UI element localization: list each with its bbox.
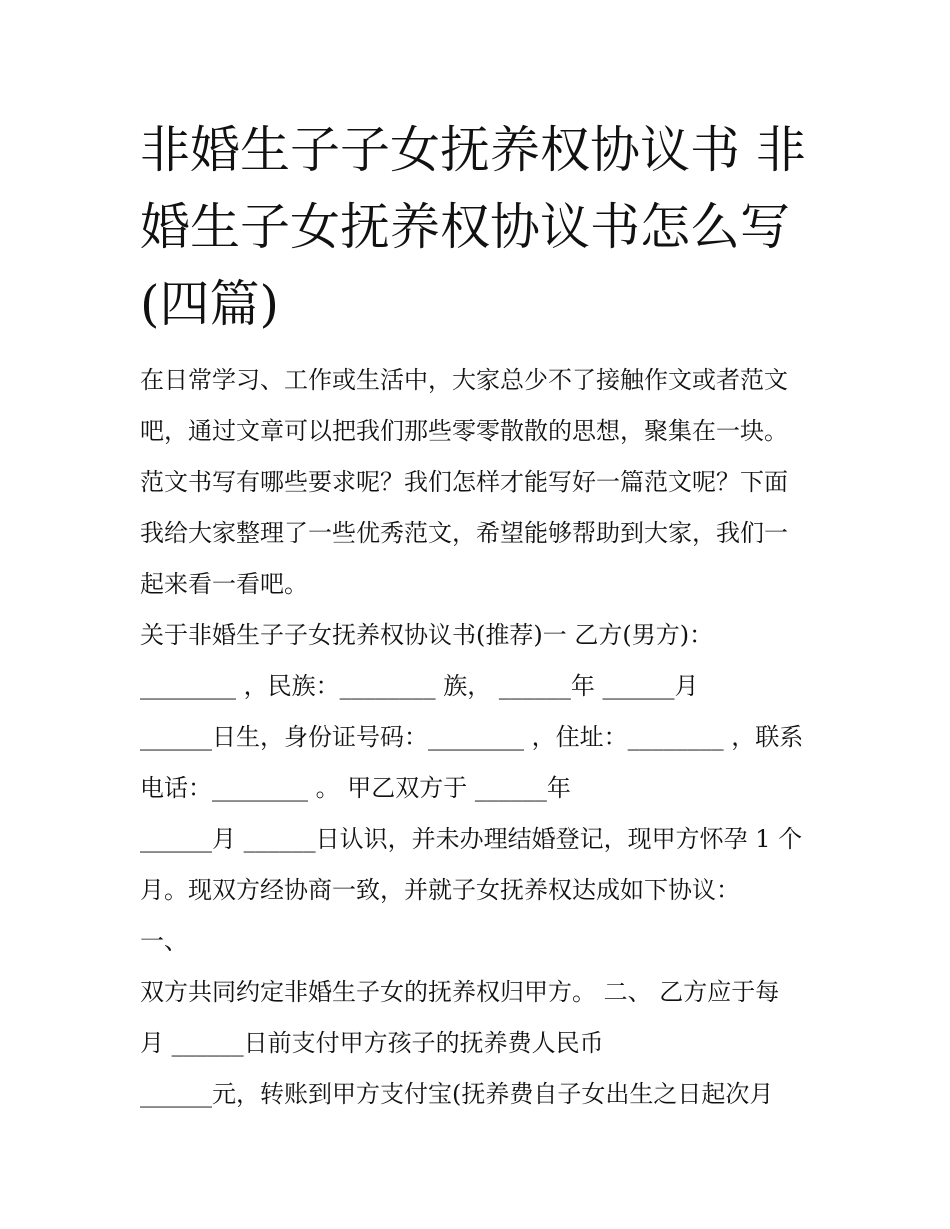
body-line: ________ ，民族：________ 族， ______年 ______月 [140, 672, 699, 700]
body-line: ______元，转账到甲方支付宝(抚养费自子女出生之日起次月 [140, 1080, 774, 1108]
body-line: 起来看一看吧。 [140, 570, 308, 598]
body-line: ______月 ______日认识，并未办理结婚登记，现甲方怀孕 1 个 [140, 825, 803, 853]
body-line: 月。现双方经协商一致，并就子女抚养权达成如下协议： [140, 876, 740, 904]
body-line: 我给大家整理了一些优秀范文，希望能够帮助到大家，我们一 [140, 519, 788, 547]
body-line: 关于非婚生子子女抚养权协议书(推荐)一 乙方(男方)： [140, 621, 714, 649]
document-title [140, 112, 830, 343]
title-line: 非婚生子子女抚养权协议书 非 [140, 121, 806, 179]
body-line: ______日生，身份证号码：________ ，住址：________ ，联系 [140, 723, 804, 751]
body-line: 一、 [140, 927, 188, 955]
body-line: 双方共同约定非婚生子女的抚养权归甲方。 二、 乙方应于每 [140, 978, 780, 1006]
body-line: 电话：________ 。 甲乙双方于 ______年 [140, 774, 571, 802]
body-line: 范文书写有哪些要求呢？我们怎样才能写好一篇范文呢？下面 [140, 468, 788, 496]
title-line: (四篇) [140, 275, 280, 333]
body-line: 月 ______日前支付甲方孩子的抚养费人民币 [140, 1029, 604, 1057]
body-line: 在日常学习、工作或生活中，大家总少不了接触作文或者范文 [140, 366, 788, 394]
title-line: 婚生子女抚养权协议书怎么写 [140, 198, 790, 256]
body-line: 吧，通过文章可以把我们那些零零散散的思想，聚集在一块。 [140, 417, 788, 445]
document-body [140, 355, 830, 1120]
